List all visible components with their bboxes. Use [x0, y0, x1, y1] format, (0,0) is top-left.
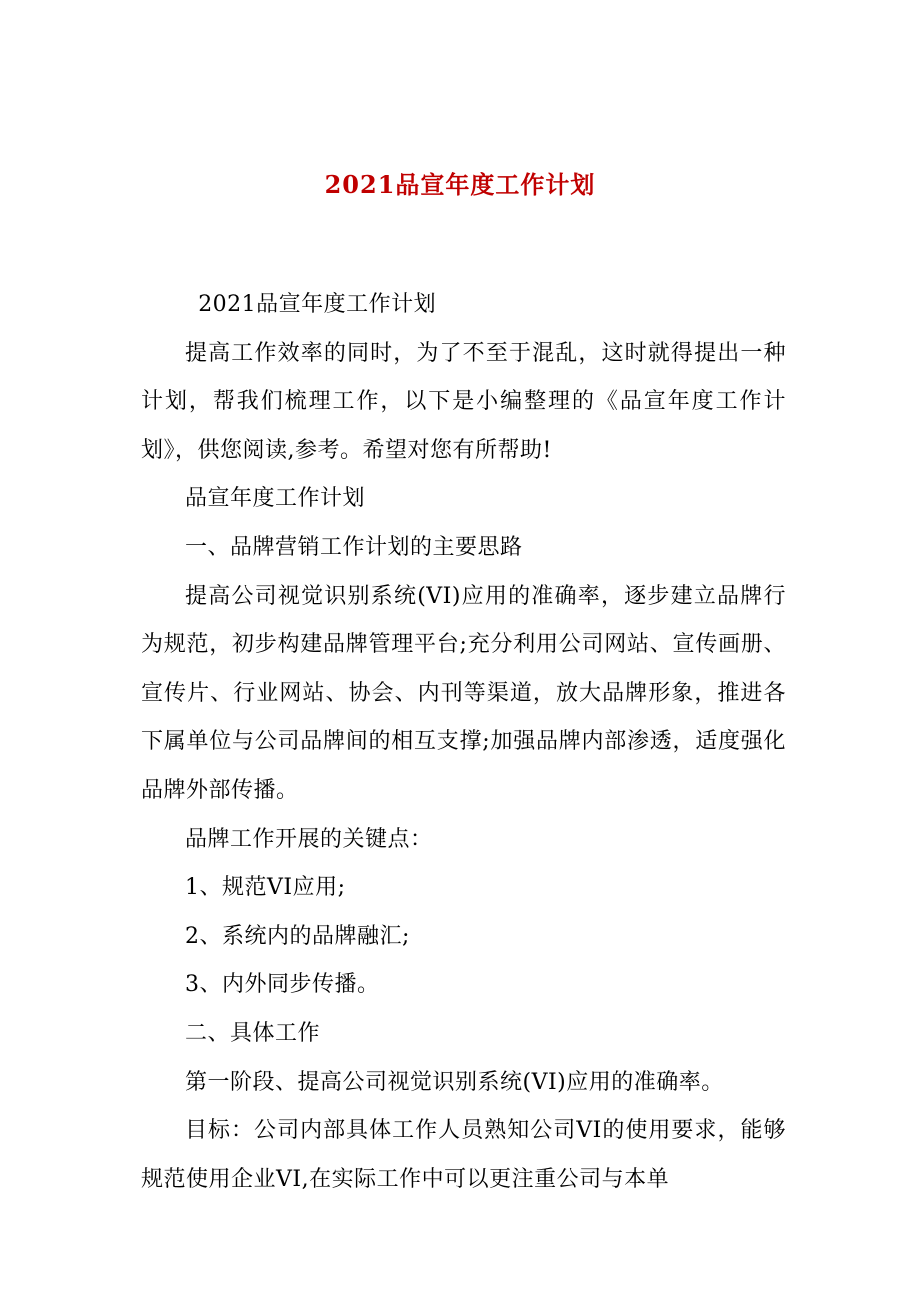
list-item: 1、规范VI应用; [185, 875, 346, 901]
list-item: 2、系统内的品牌融汇; [185, 923, 410, 949]
list-item: 3、内外同步传播。 [185, 972, 380, 998]
section-heading-1: 一、品牌营销工作计划的主要思路 [185, 534, 523, 560]
section-heading-2: 二、具体工作 [185, 1020, 321, 1046]
paragraph-goal: 目标：公司内部具体工作人员熟知公司VI的使用要求，能够规范使用企业VI,在实际工作中可以更注重公司与本单 [141, 1118, 786, 1192]
paragraph-subtitle: 2021品宣年度工作计划 [198, 292, 437, 317]
paragraph-heading: 品宣年度工作计划 [185, 486, 366, 512]
paragraph-key-points: 品牌工作开展的关键点： [185, 826, 433, 852]
paragraph-phase-one: 第一阶段、提高公司视觉识别系统(VI)应用的准确率。 [185, 1069, 724, 1095]
paragraph-main-idea: 提高公司视觉识别系统(VI)应用的准确率，逐步建立品牌行为规范，初步构建品牌管理平台;充分利用公司网站、宣传画册、宣传片、行业网站、协会、内刊等渠道，放大品牌形象，推进各下属单位与公司品牌间的相互支撑;加强品牌内部渗透，适度强化品牌外部传播。 [141, 583, 786, 803]
document-title: 2021品宣年度工作计划 [324, 170, 596, 199]
paragraph-intro: 提高工作效率的同时，为了不至于混乱，这时就得提出一种计划，帮我们梳理工作，以下是小编整理的《品宣年度工作计划》，供您阅读,参考。希望对您有所帮助! [141, 340, 786, 463]
document-body [141, 281, 786, 1204]
